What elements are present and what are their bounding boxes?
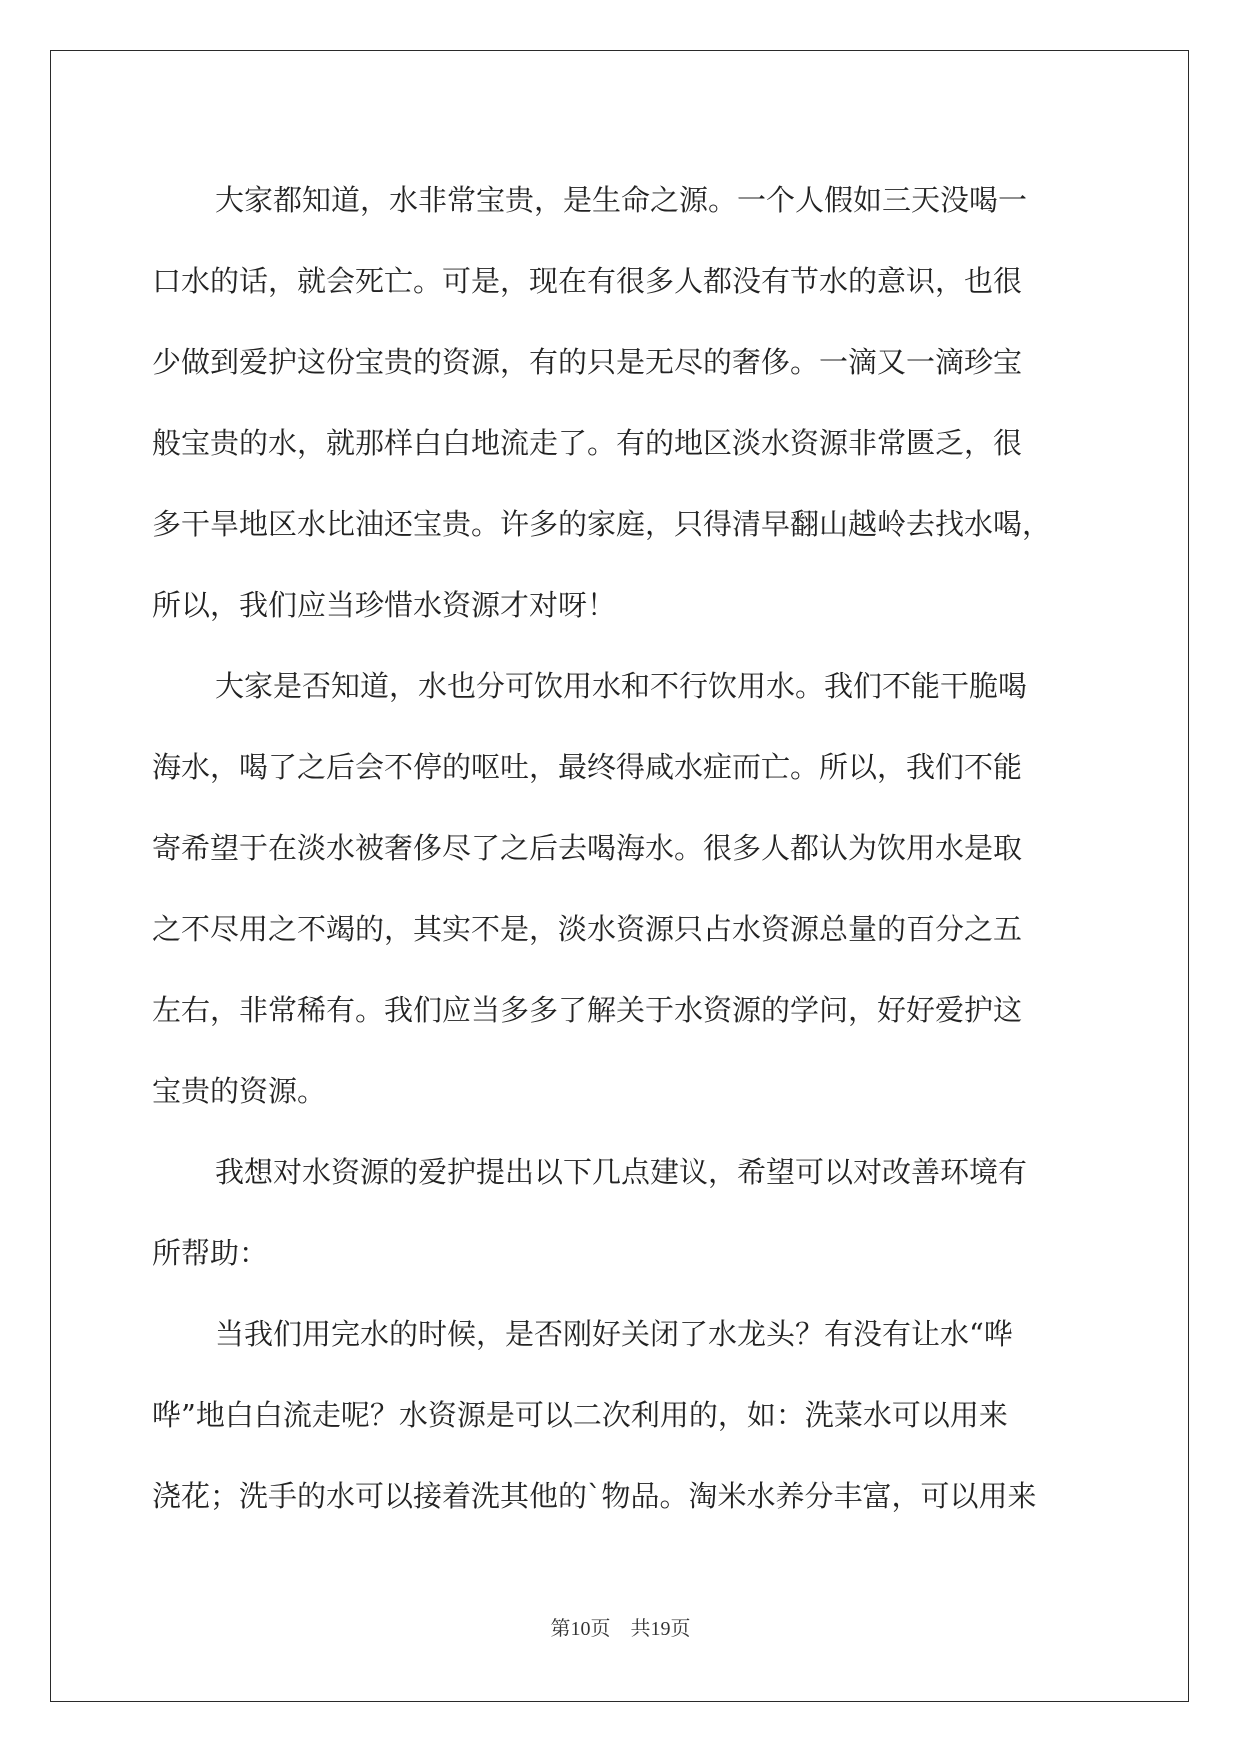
text-line: 口水的话，就会死亡。可是，现在有很多人都没有节水的意识，也很: [152, 264, 1023, 298]
text-line: 当我们用完水的时候，是否刚好关闭了水龙头？有没有让水“哗: [215, 1317, 1013, 1351]
text-line: 海水，喝了之后会不停的呕吐，最终得咸水症而亡。所以，我们不能: [152, 750, 1023, 784]
text-line: 之不尽用之不竭的，其实不是，淡水资源只占水资源总量的百分之五: [152, 912, 1023, 946]
text-line: 宝贵的资源。: [152, 1074, 327, 1108]
text-line: 浇花；洗手的水可以接着洗其他的`物品。淘米水养分丰富，可以用来: [152, 1479, 1037, 1513]
document-body: [152, 160, 1092, 1537]
text-line: 大家是否知道，水也分可饮用水和不行饮用水。我们不能干脆喝: [215, 669, 1028, 703]
text-line: 寄希望于在淡水被奢侈尽了之后去喝海水。很多人都认为饮用水是取: [152, 831, 1023, 865]
text-line: 大家都知道，水非常宝贵，是生命之源。一个人假如三天没喝一: [215, 183, 1028, 217]
text-line: 所以，我们应当珍惜水资源才对呀！: [152, 588, 617, 622]
text-line: 哗”地白白流走呢？水资源是可以二次利用的，如：洗菜水可以用来: [152, 1398, 1008, 1432]
text-line: 左右，非常稀有。我们应当多多了解关于水资源的学问，好好爱护这: [152, 993, 1023, 1027]
text-line: 少做到爱护这份宝贵的资源，有的只是无尽的奢侈。一滴又一滴珍宝: [152, 345, 1023, 379]
text-line: 般宝贵的水，就那样白白地流走了。有的地区淡水资源非常匮乏，很: [152, 426, 1023, 460]
text-line: 多干旱地区水比油还宝贵。许多的家庭，只得清早翻山越岭去找水喝，: [152, 507, 1052, 541]
text-line: 我想对水资源的爱护提出以下几点建议，希望可以对改善环境有: [215, 1155, 1028, 1189]
text-line: 所帮助：: [152, 1236, 269, 1270]
page-number-footer: 第10页 共19页: [550, 1618, 691, 1640]
